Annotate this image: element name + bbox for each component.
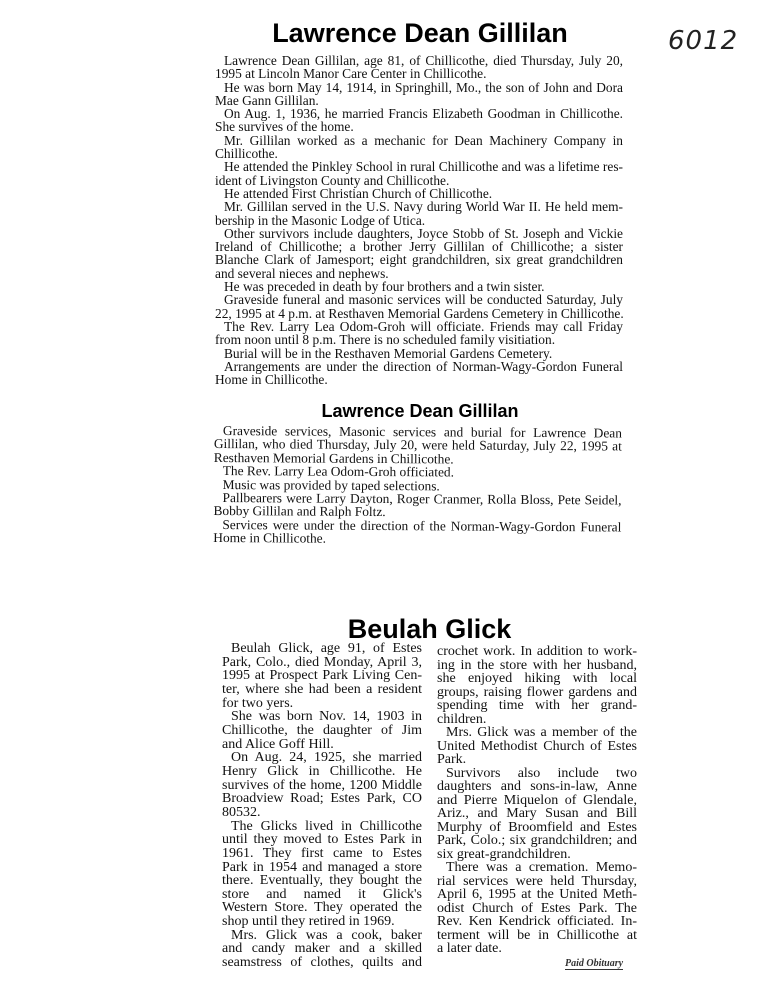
text-line: Home in Chillicothe. bbox=[213, 530, 327, 546]
obituary-glick-left-column bbox=[222, 642, 422, 970]
text-line: She was born Nov. 14, 1903 in bbox=[231, 709, 422, 725]
text-line: ter, where she had been a resident bbox=[222, 681, 422, 697]
text-line: The Rev. Larry Lea Odom-Groh officiated. bbox=[222, 463, 455, 480]
text-line: Services were under the direction of the Norman-Wagy-Gordon Funeral bbox=[222, 516, 622, 535]
text-line: Chillicothe, the daughter of Jim bbox=[222, 722, 422, 738]
text-line: survives of the home, 1200 Middle bbox=[222, 777, 422, 793]
text-line: Gillilan, who died Thursday, July 20, were held Saturday, July 22, 1995 at bbox=[213, 436, 622, 454]
text-line: six great-grandchildren. bbox=[437, 846, 571, 862]
text-line: seamstress of clothes, quilts and bbox=[222, 955, 422, 971]
text-line: On Aug. 24, 1925, she married bbox=[231, 750, 422, 766]
text-line: Chillicothe. bbox=[215, 146, 278, 162]
text-line: Music was provided by taped selections. bbox=[222, 476, 440, 494]
text-line: Ireland of Chillicothe; a brother Jerry Gillilan of Chillicothe; a sister bbox=[215, 239, 623, 255]
text-line: rial services were held Thursday, bbox=[437, 873, 637, 889]
text-line: Park, Colo.; six grandchildren; and bbox=[437, 833, 637, 848]
text-line: Arrangements are under the direction of Norman-Wagy-Gordon Funeral bbox=[224, 358, 623, 374]
text-line: 1995 at Prospect Park Living Cen- bbox=[222, 668, 422, 684]
text-line: ident of Livingston County and Chillicothe. bbox=[215, 172, 450, 188]
text-line: children. bbox=[437, 711, 487, 727]
text-line: and several nieces and nephews. bbox=[215, 265, 389, 281]
text-line: Ariz., and Mary Susan and Bill bbox=[437, 806, 637, 821]
text-line: 1961. They first came to Estes bbox=[222, 845, 422, 861]
obituary-glick-right-column bbox=[437, 645, 637, 956]
text-line: She survives of the home. bbox=[215, 119, 354, 135]
text-line: odist Church of Estes Park. The bbox=[437, 900, 637, 916]
text-line: terment will be in Chillicothe at bbox=[437, 927, 637, 943]
text-line: Pallbearers were Larry Dayton, Roger Cranmer, Rolla Bloss, Pete Seidel, bbox=[222, 490, 622, 508]
text-line: Resthaven Memorial Gardens in Chillicothe. bbox=[213, 449, 454, 467]
text-line: Mr. Gillilan worked as a mechanic for Dean Machinery Company in bbox=[224, 132, 623, 148]
text-line: There was a cremation. Memo- bbox=[446, 860, 637, 875]
text-line: she enjoyed hiking with local bbox=[437, 671, 637, 686]
text-line: He attended First Christian Church of Chillicothe. bbox=[224, 185, 493, 201]
text-line: until they moved to Estes Park in bbox=[222, 832, 422, 848]
paid-obituary-label: Paid Obituary bbox=[565, 958, 624, 969]
text-line: Park in 1954 and managed a store bbox=[222, 859, 422, 875]
text-line: there. Eventually, they bought the bbox=[222, 873, 422, 889]
service-notice-body-gillilan bbox=[213, 424, 622, 547]
text-line: Henry Glick in Chillicothe. He bbox=[222, 763, 422, 779]
text-line: United Methodist Church of Estes bbox=[437, 738, 637, 754]
text-line: Survivors also include two bbox=[446, 765, 637, 781]
text-line: He was preceded in death by four brothers and a twin sister. bbox=[224, 279, 545, 295]
text-line: groups, raising flower gardens and bbox=[437, 684, 637, 700]
text-line: store and named it Glick's bbox=[222, 886, 422, 902]
text-line: He was born May 14, 1914, in Springhill, Mo., the son of John and Dora bbox=[224, 79, 623, 95]
text-line: and candy maker and a skilled bbox=[222, 941, 422, 957]
text-line: ing in the store with her husband, bbox=[437, 657, 637, 673]
text-line: and Alice Goff Hill. bbox=[222, 736, 334, 752]
text-line: Mrs. Glick was a cook, baker bbox=[231, 927, 422, 943]
text-line: and Pierre Miquelon of Glendale, bbox=[437, 792, 637, 808]
text-line: Home in Chillicothe. bbox=[215, 372, 328, 388]
text-line: spending time with her grand- bbox=[437, 698, 637, 713]
text-line: daughters and sons-in-law, Anne bbox=[437, 779, 637, 794]
text-line: Burial will be in the Resthaven Memorial Gardens Cemetery. bbox=[224, 345, 553, 361]
text-line: April 6, 1995 at the United Meth- bbox=[437, 887, 637, 902]
text-line: Murphy of Broomfield and Estes bbox=[437, 819, 637, 835]
text-line: He attended the Pinkley School in rural Chillicothe and was a lifetime res- bbox=[224, 159, 623, 175]
text-line: Mae Gann Gillilan. bbox=[215, 92, 319, 108]
handwritten-number: 6012 bbox=[668, 26, 739, 56]
text-line: a later date. bbox=[437, 941, 502, 956]
text-line: for two yers. bbox=[222, 695, 294, 711]
text-line: Broadview Road; Estes Park, CO bbox=[222, 791, 422, 807]
text-line: bership in the Masonic Lodge of Utica. bbox=[215, 212, 426, 228]
text-line: The Rev. Larry Lea Odom-Groh will officiate. Friends may call Friday bbox=[224, 318, 623, 334]
text-line: Beulah Glick, age 91, of Estes bbox=[231, 641, 422, 656]
text-line: Mrs. Glick was a member of the bbox=[446, 725, 637, 740]
text-line: Rev. Ken Kendrick officiated. In- bbox=[437, 914, 637, 929]
text-line: shop until they retired in 1969. bbox=[222, 914, 395, 930]
text-line: Western Store. They operated the bbox=[222, 900, 422, 916]
text-line: 22, 1995 at 4 p.m. at Resthaven Memorial Gardens Cemetery in Chillicothe. bbox=[215, 305, 624, 321]
text-line: 80532. bbox=[222, 804, 261, 820]
text-line: Park, Colo., died Monday, April 3, bbox=[222, 654, 422, 670]
text-line: On Aug. 1, 1936, he married Francis Elizabeth Goodman in Chillicothe. bbox=[224, 106, 623, 122]
text-line: 1995 at Lincoln Manor Care Center in Chillicothe. bbox=[215, 66, 487, 82]
text-line: crochet work. In addition to work- bbox=[437, 644, 637, 659]
text-line: Bobby Gillilan and Ralph Foltz. bbox=[213, 503, 386, 520]
text-line: Mr. Gillilan served in the U.S. Navy during World War II. He held mem- bbox=[224, 199, 623, 215]
obituary-title-glick: Beulah Glick bbox=[347, 614, 512, 644]
text-line: from noon until 8 p.m. There is no scheduled family visitiation. bbox=[215, 332, 556, 348]
text-line: Park. bbox=[437, 752, 467, 767]
text-line: Blanche Clark of Jamesport; eight grandchildren, six great grandchildren bbox=[215, 252, 623, 268]
text-line: Graveside services, Masonic services and burial for Lawrence Dean bbox=[222, 423, 622, 441]
text-line: Other survivors include daughters, Joyce Stobb of St. Joseph and Vickie bbox=[224, 225, 623, 241]
service-notice-title-gillilan: Lawrence Dean Gillilan bbox=[321, 401, 519, 421]
text-line: The Glicks lived in Chillicothe bbox=[231, 818, 422, 834]
obituary-body-gillilan bbox=[215, 54, 623, 386]
text-line: Lawrence Dean Gillilan, age 81, of Chillicothe, died Thursday, July 20, bbox=[224, 53, 623, 68]
obituary-title-gillilan: Lawrence Dean Gillilan bbox=[272, 18, 568, 48]
text-line: Graveside funeral and masonic services will be conducted Saturday, July bbox=[224, 292, 623, 308]
